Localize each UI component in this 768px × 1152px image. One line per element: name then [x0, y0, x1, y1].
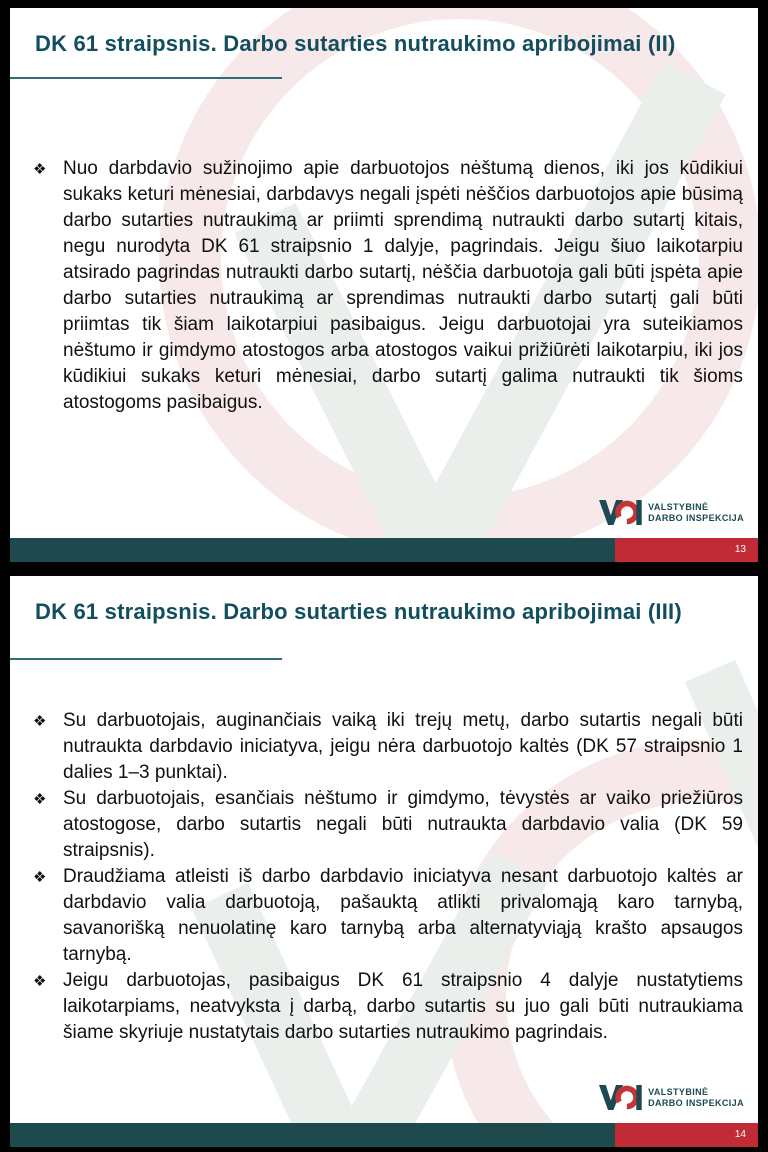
bullet-text: Nuo darbdavio sužinojimo apie darbuotojos nėštumą dienos, iki jos kūdikiui sukaks keturi mėnesiai, darbdavys negali įspėti nėščios darbuotojos apie būsimą darbo sutarties nutraukimą ar priimti sprendimą nutraukti darbo sutartį kitais, negu nurodyta DK 61 straipsnio 1 dalyje, pagrindais. Jeigu šiuo laikotarpiu atsirado pagrindas nutraukti darbo sutartį, nėščia darbuotoja gali būti įspėta apie darbo sutarties nutraukimą ar sprendimas nutraukti darbo sutartį gali būti priimtas tik šiam laikotarpiui pasibaigus. Jeigu darbuotojai yra suteikiamos nėštumo ir gimdymo atostogos arba atostogos vaikui prižiūrėti laikotarpiu, iki jos kūdikiui sukaks keturi mėnesiai, darbo sutartį galima nutraukti tik šioms atostogoms pasibaigus. — [63, 158, 743, 413]
vdi-logo-icon — [598, 499, 642, 526]
logo-text — [648, 1087, 744, 1109]
diamond-bullet-icon: ❖ — [33, 161, 47, 178]
logo-text-line2: DARBO INSPEKCIJA — [648, 512, 744, 523]
logo-text-line1: VALSTYBINĖ — [648, 1086, 709, 1097]
footer-bar — [10, 538, 758, 562]
vdi-logo — [598, 1084, 744, 1111]
bullet-text: Su darbuotojais, esančiais nėštumo ir gimdymo, tėvystės ar vaiko priežiūros atostogose, darbo sutartis negali būti nutraukta darbdavio valia (DK 59 straipsnis). — [63, 788, 743, 861]
bullet-item — [33, 708, 743, 786]
bullet-list — [33, 708, 743, 1046]
logo-text-line1: VALSTYBINĖ — [648, 501, 709, 512]
bullet-text: Su darbuotojais, auginančiais vaiką iki trejų metų, darbo sutartis negali būti nutraukta darbdavio iniciatyva, jeigu nėra darbuotojo kaltės (DK 57 straipsnio 1 dalies 1–3 punktai). — [63, 710, 743, 783]
slide-title: DK 61 straipsnis. Darbo sutarties nutraukimo apribojimai (III) — [35, 598, 682, 624]
bullet-item — [33, 864, 743, 968]
logo-text-line2: DARBO INSPEKCIJA — [648, 1097, 744, 1108]
slide-13 — [10, 8, 758, 562]
title-underline — [10, 658, 282, 660]
footer-accent — [615, 538, 758, 562]
title-underline — [10, 77, 282, 79]
slide-body — [33, 708, 743, 1046]
diamond-bullet-icon: ❖ — [33, 869, 47, 886]
diamond-bullet-icon: ❖ — [33, 973, 47, 990]
slide-body — [33, 156, 743, 416]
diamond-bullet-icon: ❖ — [33, 713, 47, 730]
vdi-logo — [598, 499, 744, 526]
page-number: 13 — [734, 544, 746, 555]
bullet-text: Draudžiama atleisti iš darbo darbdavio iniciatyva nesant darbuotojo kaltės ar darbdavio valia darbuotoją, pašauktą atlikti privalomąją karo tarnybą, savanorišką nenuolatinę karo tarnybą arba alternatyviąją krašto apsaugos tarnybą. — [63, 866, 743, 965]
footer-accent — [615, 1123, 758, 1147]
logo-text — [648, 502, 744, 524]
diamond-bullet-icon: ❖ — [33, 791, 47, 808]
footer-bar — [10, 1123, 758, 1147]
bullet-text: Jeigu darbuotojas, pasibaigus DK 61 straipsnio 4 dalyje nustatytiems laikotarpiams, neatvyksta į darbą, darbo sutartis su juo gali būti nutraukiama šiame skyriuje nustatytais darbo sutarties nutraukimo pagrindais. — [63, 970, 743, 1043]
bullet-item — [33, 968, 743, 1046]
bullet-item — [33, 156, 743, 416]
slide-title: DK 61 straipsnis. Darbo sutarties nutraukimo apribojimai (II) — [35, 30, 676, 56]
bullet-list — [33, 156, 743, 416]
page-number: 14 — [734, 1129, 746, 1140]
slide-14 — [10, 576, 758, 1147]
vdi-logo-icon — [598, 1084, 642, 1111]
bullet-item — [33, 786, 743, 864]
